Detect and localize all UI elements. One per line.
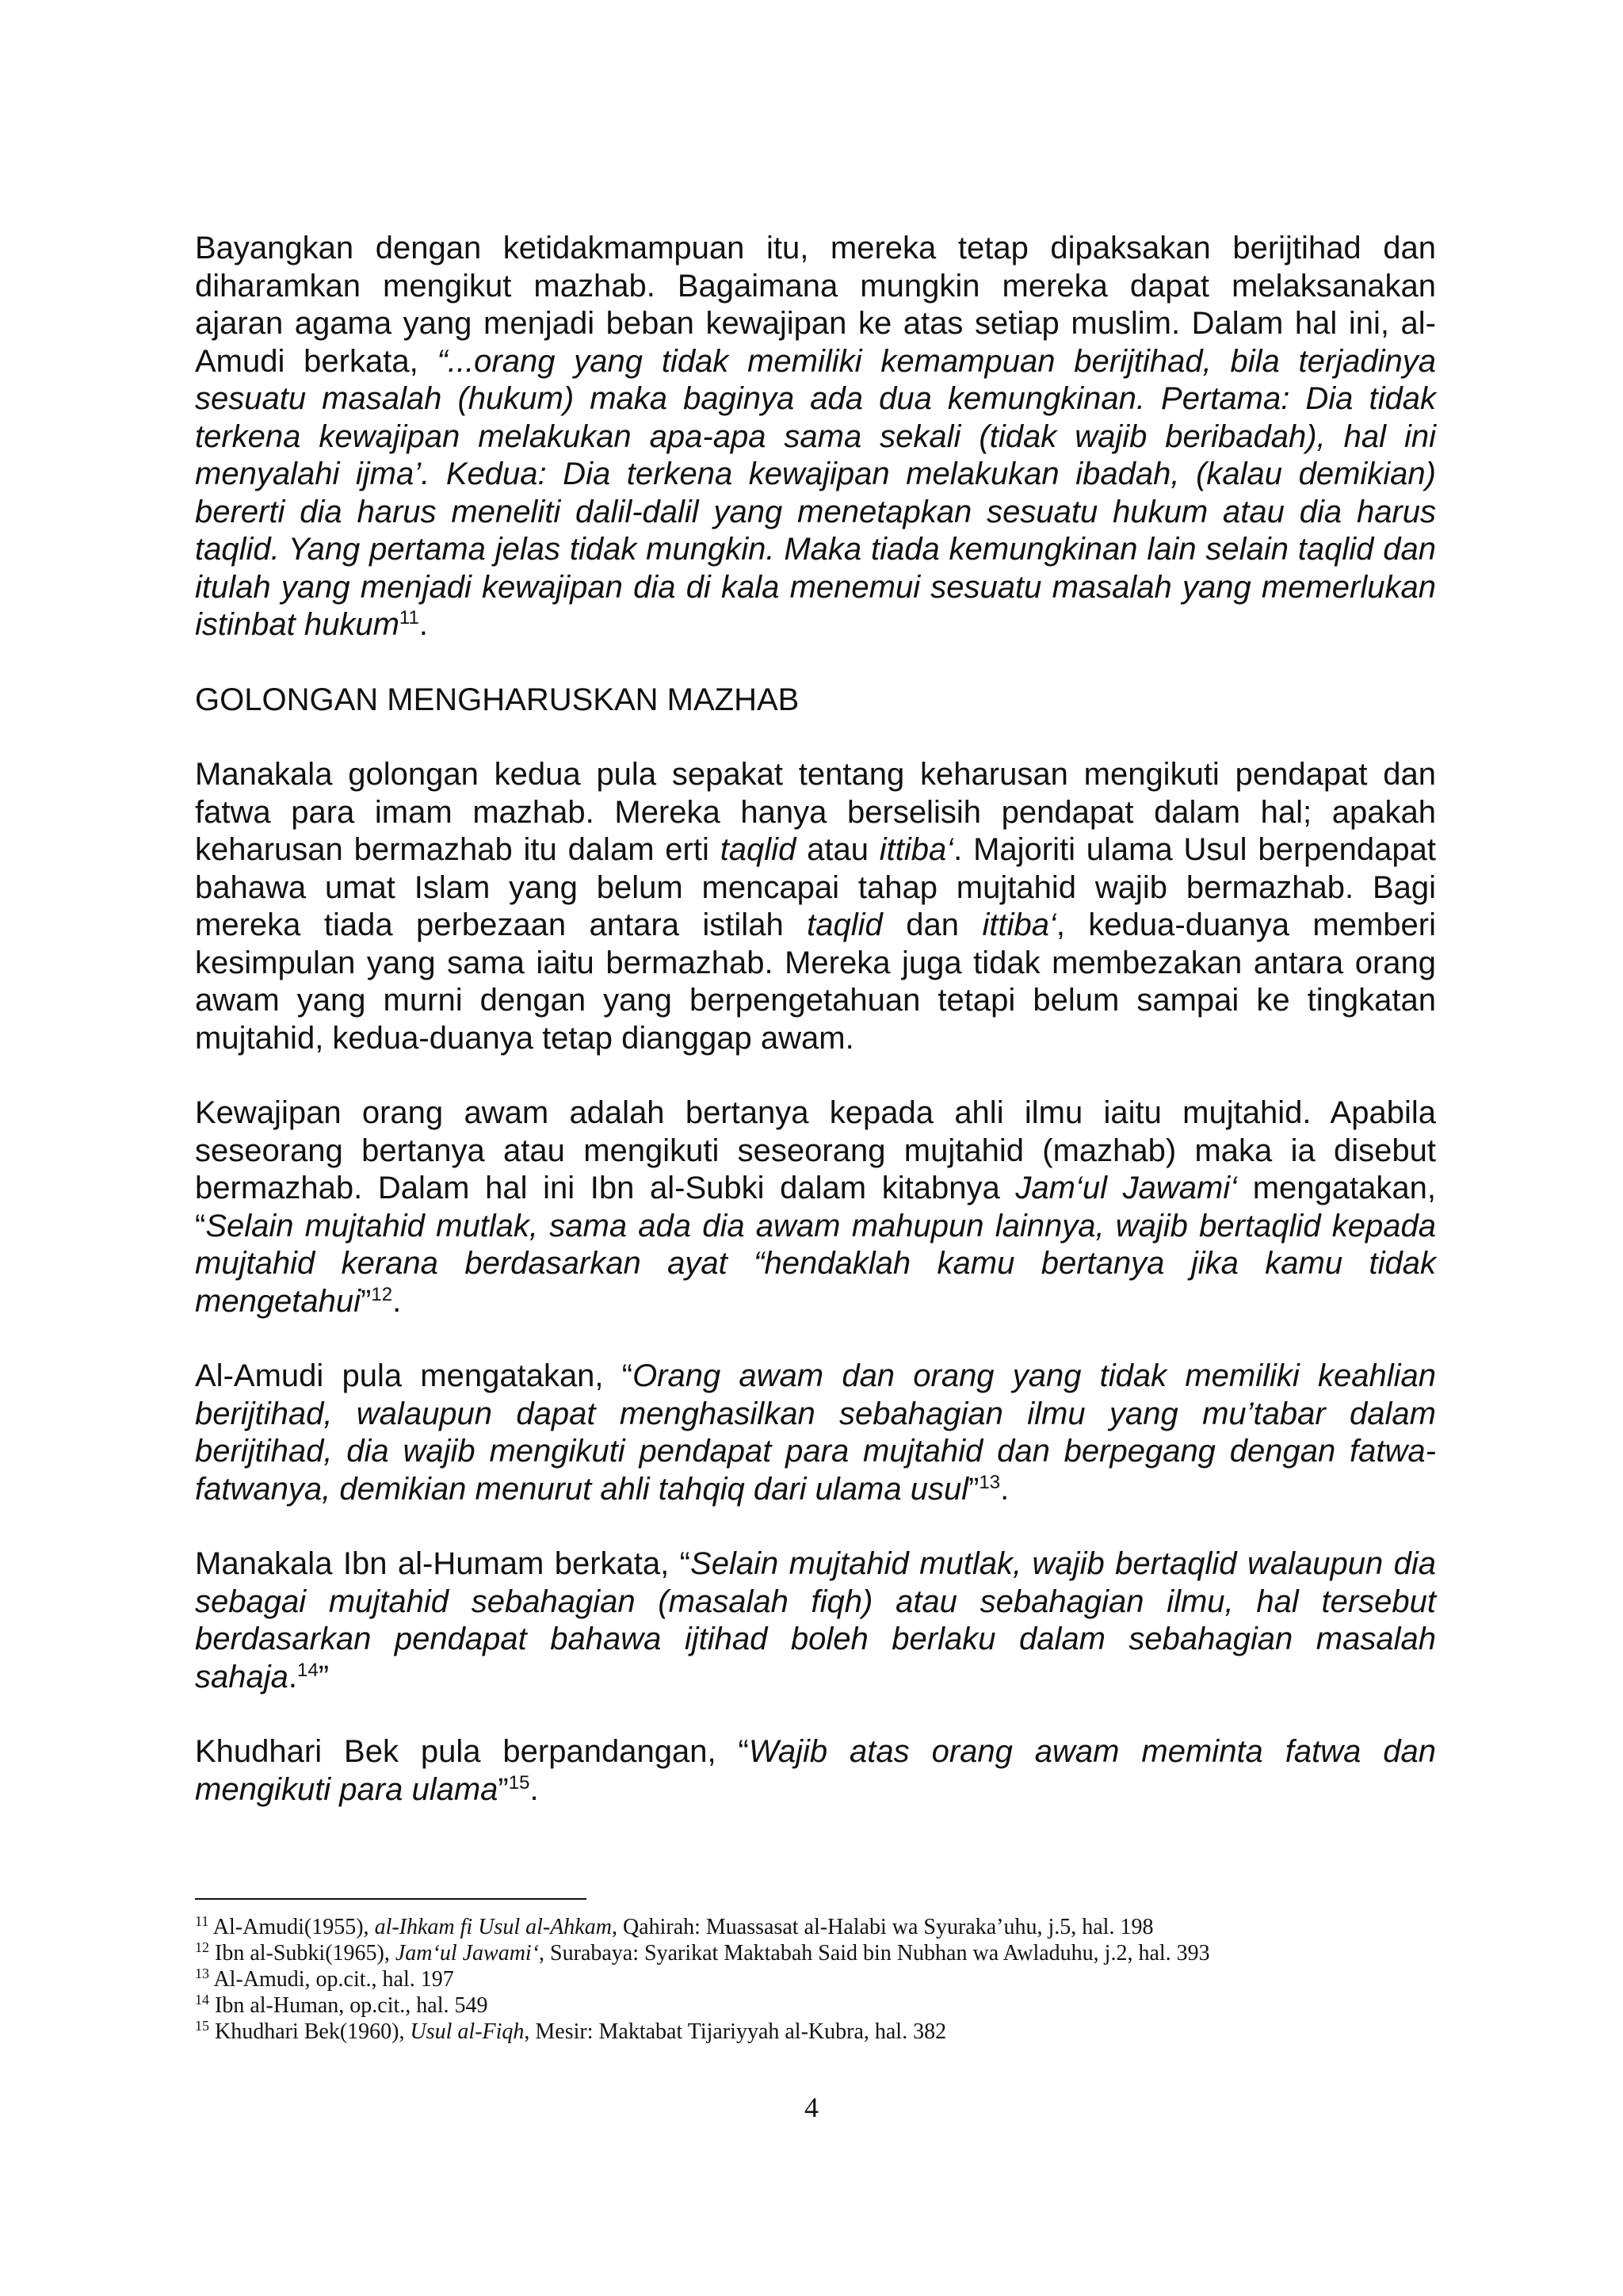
italic-text: Usul al-Fiqh xyxy=(410,2019,525,2044)
footnote-number: 14 xyxy=(195,1992,209,2008)
text-run: ” xyxy=(498,1771,509,1807)
footnote-ref: 14 xyxy=(297,1659,319,1681)
paragraph xyxy=(195,230,1436,644)
italic-text: Jam‘ul Jawami‘ xyxy=(395,1941,540,1966)
text-run: , Qahirah: Muassasat al-Halabi wa Syuraka’uhu, j.5, hal. 198 xyxy=(611,1915,1154,1939)
italic-text: “...orang yang tidak memiliki kemampuan berijtihad, bila terjadinya sesuatu masalah (hukum) maka baginya ada dua kemungkinan. Pertama: Dia tidak terkena kewajipan melakukan apa-apa sama sekali (tidak wajib beribadah), hal ini menyalahi ijma’. Kedua: Dia terkena kewajipan melakukan ibadah, (kalau demikian) bererti dia harus meneliti dalil-dalil yang menetapkan sesuatu hukum atau dia harus taqlid. Yang pertama jelas tidak mungkin. Maka tiada kemungkinan lain selain taqlid dan itulah yang menjadi kewajipan dia di kala menemui sesuatu masalah yang memerlukan istinbat hukum xyxy=(195,343,1436,642)
text-run: . xyxy=(392,1283,402,1319)
footnote-number: 15 xyxy=(195,2018,209,2034)
text-run: . xyxy=(1000,1471,1010,1507)
paragraph xyxy=(195,1358,1436,1508)
text-run: mengatakan, “ xyxy=(195,1171,1437,1244)
text-run: . xyxy=(418,607,428,642)
text-run: . xyxy=(529,1771,539,1807)
section-heading xyxy=(195,682,1436,720)
footnote-number: 12 xyxy=(195,1939,209,1955)
footnote-ref: 12 xyxy=(371,1283,393,1305)
italic-text: ittiba‘ xyxy=(879,832,954,867)
footnote xyxy=(195,1940,1436,1966)
italic-text: Jam‘ul Jawami‘ xyxy=(1015,1171,1238,1205)
text-run: Al-Amudi(1955), xyxy=(208,1915,375,1939)
footnote-number: 11 xyxy=(195,1913,209,1929)
footnote xyxy=(195,1966,1436,1992)
italic-text: al-Ihkam fi Usul al-Ahkam xyxy=(374,1915,612,1939)
text-run: . Majoriti ulama Usul berpendapat bahawa umat Islam yang belum mencapai tahap mujtahid wajib bermazhab. Bagi mereka tiada perbezaan antara istilah xyxy=(195,832,1436,942)
text-run: Kewajipan orang awam adalah bertanya kepada ahli ilmu iaitu mujtahid. Apabila seseorang bertanya atau mengikuti seseorang mujtahid (mazhab) maka ia disebut bermazhab. Dalam hal ini Ibn al-Subki dalam kitabnya xyxy=(195,1095,1436,1205)
text-run: ” xyxy=(361,1283,372,1319)
text-run: Khudhari Bek(1960), xyxy=(209,2019,411,2044)
text-run: GOLONGAN MENGHARUSKAN MAZHAB xyxy=(195,682,800,717)
italic-text: taqlid xyxy=(807,907,883,942)
paragraph xyxy=(195,756,1436,1057)
text-run: Ibn al-Subki(1965), xyxy=(209,1941,395,1966)
main-text xyxy=(195,230,1436,1846)
footnote-ref: 15 xyxy=(508,1771,530,1794)
text-run: Bayangkan dengan ketidakmampuan itu, mereka tetap dipaksakan berijtihad dan diharamkan mengikut mazhab. Bagaimana mungkin mereka dapat melaksanakan ajaran agama yang menjadi beban kewajipan ke atas setiap muslim. Dalam hal ini, al-Amudi berkata, xyxy=(195,231,1436,379)
text-run: Al-Amudi, op.cit., hal. 197 xyxy=(209,1967,454,1992)
paragraph xyxy=(195,1545,1436,1696)
text-run: Khudhari Bek pula berpandangan, “ xyxy=(195,1734,749,1769)
text-run: atau xyxy=(796,832,880,867)
text-run: , Mesir: Maktabat Tijariyyah al-Kubra, hal. 382 xyxy=(524,2019,947,2044)
footnotes xyxy=(195,1914,1436,2045)
text-run: Manakala golongan kedua pula sepakat tentang keharusan mengikuti pendapat dan fatwa para imam mazhab. Mereka hanya berselisih pendapat dalam hal; apakah keharusan bermazhab itu dalam erti xyxy=(195,757,1436,867)
text-run: , kedua-duanya memberi kesimpulan yang sama iaitu bermazhab. Mereka juga tidak membezakan antara orang awam yang murni dengan yang berpengetahuan tetapi belum sampai ke tingkatan mujtahid, kedua-duanya tetap dianggap awam. xyxy=(195,907,1436,1056)
paragraph xyxy=(195,1095,1436,1320)
footnote-number: 13 xyxy=(195,1966,209,1981)
text-run: ” xyxy=(968,1471,980,1507)
italic-text: Selain mujtahid mutlak, sama ada dia awam mahupun lainnya, wajib bertaqlid kepada mujtahid kerana berdasarkan ayat “hendaklah kamu bertanya jika kamu tidak mengetahui xyxy=(195,1208,1436,1319)
footnote xyxy=(195,1914,1436,1940)
footnote-ref: 11 xyxy=(399,607,419,628)
footnote-separator xyxy=(195,1898,586,1900)
text-run: dan xyxy=(882,907,983,942)
italic-text: Orang awam dan orang yang tidak memiliki keahlian berijtihad, walaupun dapat menghasilkan sebahagian ilmu yang mu’tabar dalam berijtihad, dia wajib mengikuti pendapat para mujtahid dan berpegang dengan fatwa-fatwanya, demikian menurut ahli tahqiq dari ulama usul xyxy=(195,1358,1436,1507)
paragraph xyxy=(195,1733,1436,1809)
italic-text: taqlid xyxy=(720,832,796,867)
italic-text: Wajib atas orang awam meminta fatwa dan mengikuti para ulama xyxy=(195,1734,1436,1807)
text-run: Ibn al-Human, op.cit., hal. 549 xyxy=(209,1993,488,2018)
text-run: . xyxy=(288,1659,297,1694)
text-run: Al-Amudi pula mengatakan, “ xyxy=(195,1358,633,1393)
footnote xyxy=(195,1992,1436,2019)
text-run: ” xyxy=(318,1659,330,1694)
footnote-ref: 13 xyxy=(979,1471,1001,1493)
text-run: Manakala Ibn al-Humam berkata, “ xyxy=(195,1546,691,1581)
italic-text: ittiba‘ xyxy=(982,907,1056,942)
text-run: , Surabaya: Syarikat Maktabah Said bin Nubhan wa Awladuhu, j.2, hal. 393 xyxy=(539,1941,1210,1966)
italic-text: Selain mujtahid mutlak, wajib bertaqlid walaupun dia sebagai mujtahid sebahagian (masalah fiqh) atau sebahagian ilmu, hal tersebut berdasarkan pendapat bahawa ijtihad boleh berlaku dalam sebahagian masalah sahaja xyxy=(195,1546,1436,1694)
footnote xyxy=(195,2019,1436,2045)
page-number: 4 xyxy=(804,2092,819,2123)
